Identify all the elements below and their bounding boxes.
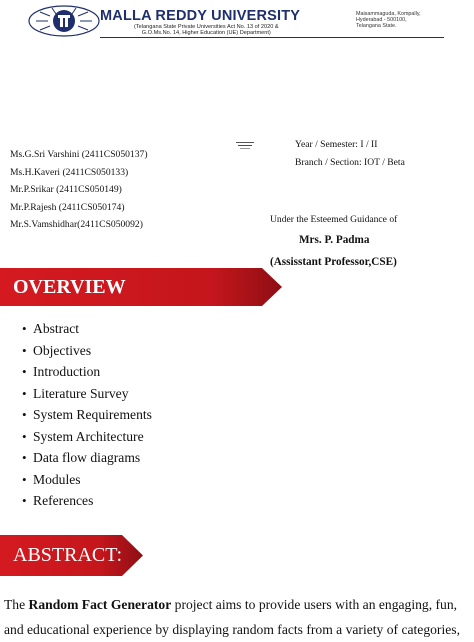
list-item: • Literature Survey [22, 383, 152, 405]
small-logo-icon [234, 141, 256, 151]
student-name: Mr.S.Vamshidhar(2411CS050092) [10, 219, 143, 231]
overview-list [22, 318, 152, 512]
university-logo-icon [28, 4, 100, 38]
abstract-heading: ABSTRACT: [13, 544, 123, 566]
list-item: • Objectives [22, 340, 152, 362]
university-address [356, 11, 456, 30]
university-subtitle [134, 24, 279, 37]
bullet-icon: • [22, 471, 27, 487]
university-name: MALLA REDDY UNIVERSITY [100, 8, 301, 24]
abstract-paragraph [4, 592, 472, 642]
list-item: • System Requirements [22, 404, 152, 426]
subtitle-line: (Telangana State Private Universities Act No. 13 of 2020 & [134, 24, 279, 30]
year-semester: Year / Semester: I / II [295, 139, 378, 150]
student-name: Ms.H.Kaveri (2411CS050133) [10, 166, 129, 178]
student-name: Ms.G.Sri Varshini (2411CS050137) [10, 149, 148, 160]
bullet-icon: • [22, 342, 27, 358]
project-title: Random Fact Generator [28, 597, 172, 612]
abstract-line: and educational experience by displaying random facts from a variety of categories, [4, 622, 460, 637]
address-line: Maisammaguda, Kompally, [356, 11, 421, 17]
list-item: • System Architecture [22, 426, 152, 448]
bullet-icon: • [22, 493, 27, 508]
university-header [0, 0, 474, 44]
student-list [10, 146, 148, 234]
student-name: Mr.P.Srikar (2411CS050149) [10, 184, 122, 196]
list-item: • Modules [22, 469, 152, 491]
subtitle-line: G.O.Ms.No. 14, Higher Education (UE) Department) [141, 30, 271, 37]
address-line: Telangana State. [356, 23, 397, 30]
bullet-icon: • [22, 450, 27, 465]
abstract-banner [0, 535, 143, 576]
bullet-icon: • [22, 407, 27, 422]
bullet-icon: • [22, 428, 27, 444]
guide-name: Mrs. P. Padma [299, 234, 370, 246]
list-item: • Abstract [22, 318, 152, 340]
guide-role: (Assisstant Professor,CSE) [270, 256, 397, 268]
list-item: • Introduction [22, 361, 152, 383]
bullet-icon: • [22, 364, 27, 379]
list-item: • Data flow diagrams [22, 447, 152, 469]
header-divider [100, 37, 444, 38]
student-name: Mr.P.Rajesh (2411CS050174) [10, 201, 125, 213]
bullet-icon: • [22, 385, 27, 401]
abstract-line: The Random Fact Generator project aims to provide users with an engaging, fun, [4, 597, 458, 612]
overview-banner [0, 268, 282, 306]
bullet-icon: • [22, 321, 27, 336]
guidance-text: Under the Esteemed Guidance of [270, 214, 398, 225]
overview-heading: OVERVIEW [13, 276, 126, 298]
list-item: • References [22, 490, 152, 512]
address-line: Hyderabad - 500100, [356, 17, 407, 24]
branch-section: Branch / Section: IOT / Beta [295, 157, 405, 168]
